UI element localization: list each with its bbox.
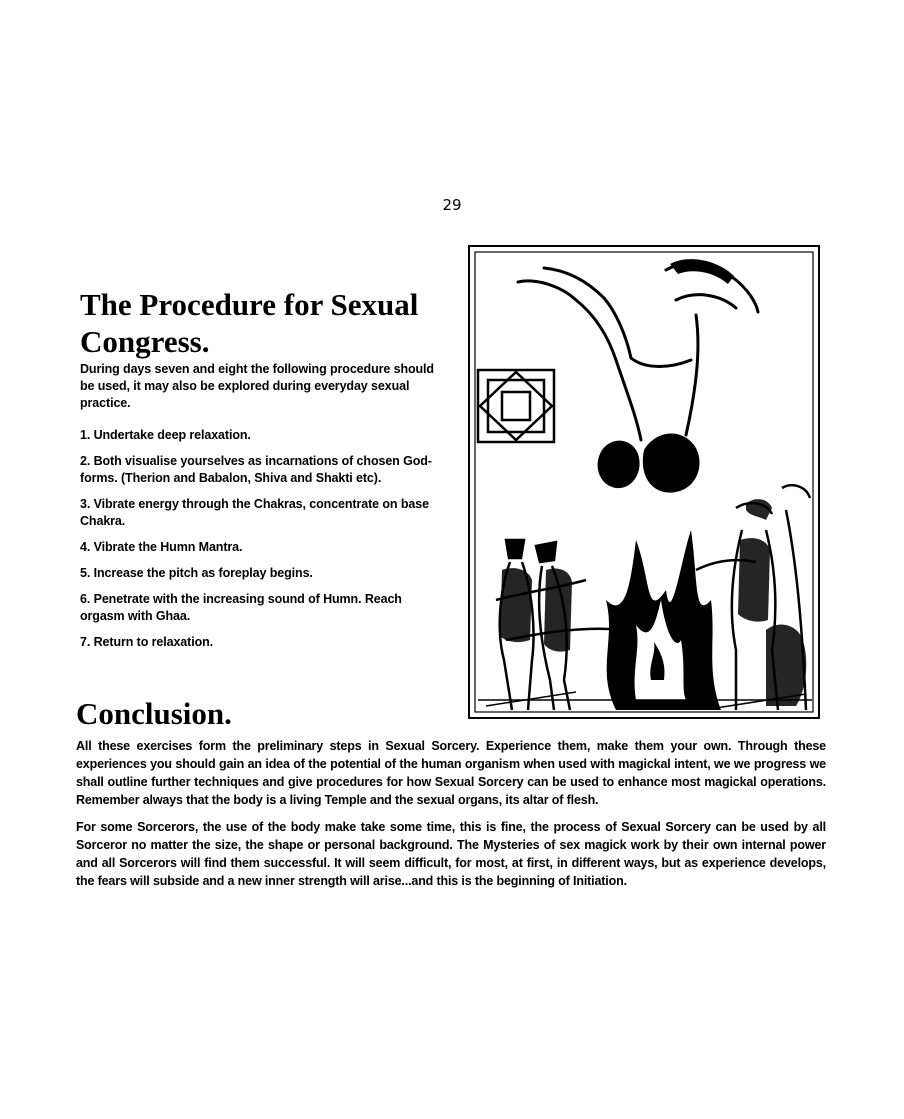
page-number: 29 bbox=[442, 196, 462, 214]
step-item: 3. Vibrate energy through the Chakras, concentrate on base Chakra. bbox=[80, 497, 429, 528]
procedure-heading: The Procedure for Sexual Congress. bbox=[80, 287, 419, 360]
step-item: 6. Penetrate with the increasing sound of Humn. Reach orgasm with Ghaa. bbox=[80, 592, 402, 623]
step-item: 1. Undertake deep relaxation. bbox=[80, 428, 251, 442]
step-item: 4. Vibrate the Humn Mantra. bbox=[80, 540, 243, 554]
conclusion-body bbox=[76, 737, 826, 899]
conclusion-heading: Conclusion. bbox=[76, 696, 232, 731]
conclusion-paragraph: For some Sorcerors, the use of the body make take some time, this is fine, the process of Sexual Sorcery can be used by all Sorceror no matter the size, the shape or personal background. The Mysteries of sex magick work by their own internal power and all Sorcerors will find them successful. It will seem difficult, for most, at first, in different ways, but as experience develops, the fears will subside and a new inner strength will arise...and this is the beginning of Initiation. bbox=[76, 820, 826, 888]
procedure-intro bbox=[80, 361, 448, 421]
woodcut-illustration bbox=[466, 240, 824, 722]
conclusion-paragraph: All these exercises form the preliminary steps in Sexual Sorcery. Experience them, make them your own. Through these experiences you should gain an idea of the potential of the human organism when used with magickal intent, we we progress we shall outline further techniques and give procedures for how Sexual Sorcery can be used to enhance most magickal operations. Remember always that the body is a living Temple and the sexual organs, its altar of flesh. bbox=[76, 739, 826, 807]
step-item: 7. Return to relaxation. bbox=[80, 635, 214, 649]
step-item: 5. Increase the pitch as foreplay begins. bbox=[80, 566, 313, 580]
step-item: 2. Both visualise yourselves as incarnations of chosen God-forms. (Therion and Babalon, Shiva and Shakti etc). bbox=[80, 454, 432, 485]
woodcut-burning-figures-icon bbox=[466, 240, 824, 722]
procedure-steps bbox=[80, 427, 448, 660]
intro-paragraph: During days seven and eight the following procedure should be used, it may also be explored during everyday sexual practice. bbox=[80, 362, 434, 410]
